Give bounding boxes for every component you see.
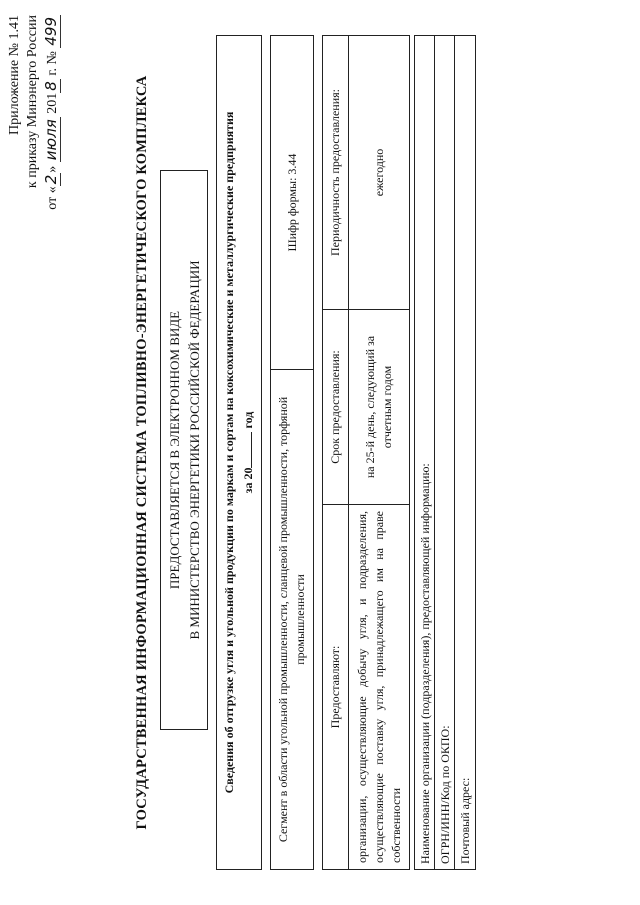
period-suffix: год xyxy=(241,411,255,429)
date-prefix: от « xyxy=(45,186,60,210)
submission-line-1: ПРЕДОСТАВЛЯЕТСЯ В ЭЛЕКТРОННОМ ВИДЕ xyxy=(167,310,182,590)
header-deadline: Срок предоставления: xyxy=(323,309,349,504)
submission-line-2: В МИНИСТЕРСТВО ЭНЕРГЕТИКИ РОССИЙСКОЙ ФЕДЕРАЦИИ xyxy=(187,260,202,640)
org-name-field: Наименование организации (подразделения), предоставляющей информацию: xyxy=(415,36,435,869)
header-submitters: Предоставляют: xyxy=(323,504,349,869)
form-code: Шифр формы: 3.44 xyxy=(284,153,299,252)
organization-info-box xyxy=(414,35,476,870)
report-period xyxy=(239,36,258,869)
handwritten-day: 2 xyxy=(42,174,60,185)
period-prefix: за 20 xyxy=(241,467,255,494)
year-tail: г. № xyxy=(45,51,60,80)
segment-text: Сегмент в области угольной промышленности, сланцевой промышленности, торфяной промышленности xyxy=(271,369,313,869)
org-ogrn-field: ОГРН/ИНН/Код по ОКПО: xyxy=(435,36,455,869)
appendix-block xyxy=(6,15,62,265)
appendix-line-2: к приказу Минэнерго России xyxy=(25,15,40,189)
year-prefix: 201 xyxy=(45,92,60,114)
cell-periodicity: ежегодно xyxy=(371,148,386,197)
page-title: ГОСУДАРСТВЕННАЯ ИНФОРМАЦИОННАЯ СИСТЕМА ТОПЛИВНО-ЭНЕРГЕТИЧЕСКОГО КОМПЛЕКСА xyxy=(134,75,150,830)
cell-deadline: на 25-й день, следующий за отчетным годом xyxy=(349,309,409,504)
handwritten-order-number: 499 xyxy=(42,17,60,46)
segment-box xyxy=(270,35,314,870)
cell-submitters: организации, осуществляющие добычу угля, и подразделения, осуществляющие поставку угля, принадлежащего им на праве собственности xyxy=(349,504,409,869)
header-periodicity: Периодичность предоставления: xyxy=(323,36,349,309)
handwritten-month: июля xyxy=(42,119,60,161)
report-title-box xyxy=(216,35,262,870)
handwritten-year-digit: 8 xyxy=(42,81,60,91)
date-mid: » xyxy=(45,165,60,173)
year-blank-line xyxy=(251,432,252,468)
appendix-line-1: Приложение № 1.41 xyxy=(7,15,22,135)
report-title: Сведения об отгрузке угля и угольной продукции по маркам и сортам на коксохимические и металлургические предприятия xyxy=(222,111,236,794)
submission-box xyxy=(160,170,208,730)
org-address-field: Почтовый адрес: xyxy=(458,777,472,864)
appendix-line-3 xyxy=(42,15,62,265)
submission-table xyxy=(322,35,410,870)
